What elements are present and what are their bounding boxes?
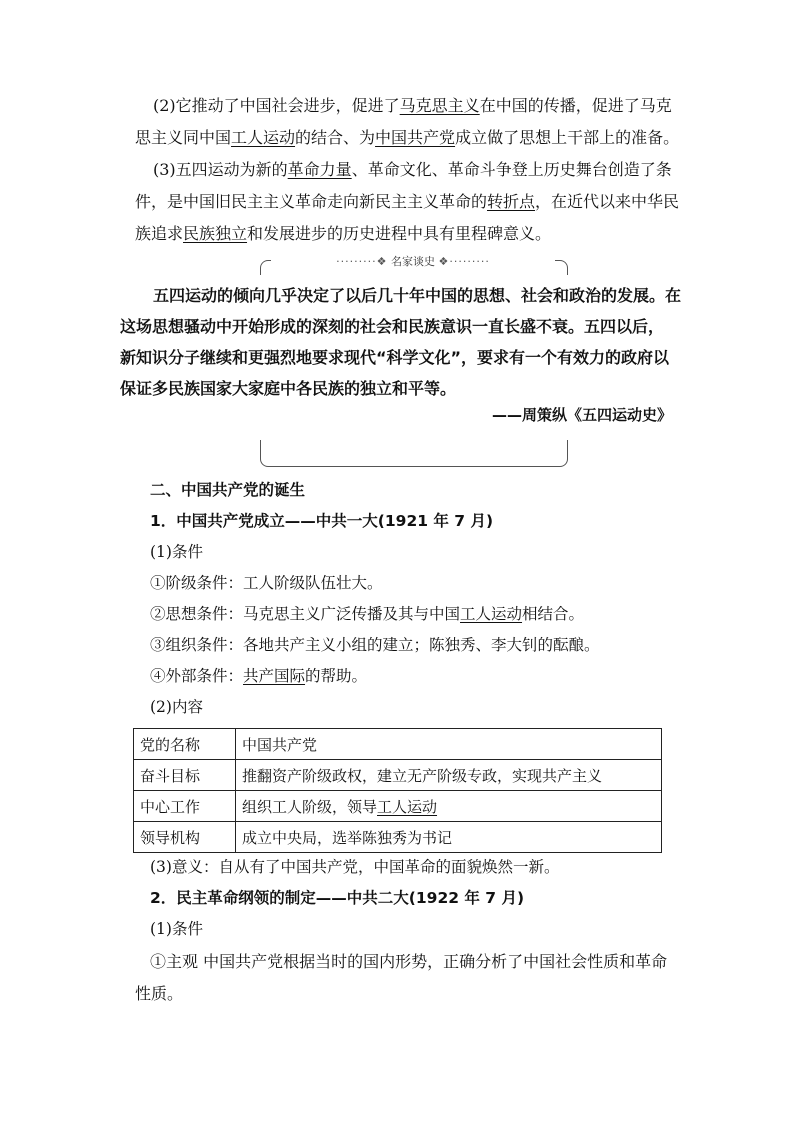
quote-line: 这场思想骚动中开始形成的深刻的社会和民族意识一直长盛不衰。五四以后， — [120, 317, 665, 336]
underlined-term: 转折点 — [487, 192, 536, 211]
text: 组织工人阶级，领导 — [242, 797, 378, 816]
meaning-line: (3)意义：自从有了中国共产党，中国革命的面貌焕然一新。 — [150, 858, 560, 876]
section-heading: 二、中国共产党的诞生 — [150, 481, 306, 499]
subsection-heading: 1．中国共产党成立——中共一大(1921 年 7 月) — [150, 512, 494, 530]
table-row — [134, 791, 662, 822]
text: 在中国的传播，促进了马克 — [479, 96, 672, 115]
party-info-table — [133, 728, 662, 853]
quote-attribution: ——周策纵《五四运动史》 — [491, 406, 672, 424]
conditions-label: (1)条件 — [150, 920, 203, 938]
text: (3)五四运动为新的 — [153, 160, 288, 179]
text: (2)它推动了中国社会进步，促进了 — [153, 96, 400, 115]
underlined-term: 工人运动 — [377, 797, 438, 816]
table-value: 推翻资产阶级政权，建立无产阶级专政，实现共产主义 — [236, 760, 662, 791]
underlined-term: 中国共产党 — [375, 128, 456, 147]
text: 、革命文化、革命斗争登上历史舞台创造了条 — [351, 160, 672, 179]
table-value — [236, 791, 662, 822]
table-key: 领导机构 — [134, 822, 236, 853]
condition-ideology — [150, 599, 584, 629]
underlined-term: 工人运动 — [231, 128, 296, 147]
paragraph-3 — [135, 154, 680, 250]
paragraph-2 — [135, 90, 680, 154]
dotted-divider-icon: ·········❖ — [336, 255, 388, 268]
box-title-text: 名家谈史 — [391, 255, 435, 268]
table-row — [134, 822, 662, 853]
text: 相结合。 — [522, 605, 585, 623]
text: 和发展进步的历史进程中具有里程碑意义。 — [247, 224, 552, 243]
text: ②思想条件：马克思主义广泛传播及其与中国 — [150, 605, 461, 623]
table-key: 奋斗目标 — [134, 760, 236, 791]
table-value: 中国共产党 — [236, 729, 662, 760]
text: 族追求 — [135, 224, 184, 243]
subsection-heading: 2．民主革命纲领的制定——中共二大(1922 年 7 月) — [150, 889, 525, 907]
quote-line: 保证多民族国家大家庭中各民族的独立和平等。 — [120, 379, 457, 398]
text: 思主义同中国 — [135, 128, 232, 147]
table-row — [134, 729, 662, 760]
quote-box-bottom-border — [260, 440, 568, 467]
underlined-term: 共产国际 — [243, 667, 306, 685]
quote-line: 新知识分子继续和更强烈地要求现代“科学文化”，要求有一个有效力的政府以 — [120, 348, 670, 367]
text: 成立做了思想上干部上的准备。 — [455, 128, 680, 147]
historian-quote — [120, 280, 682, 404]
underlined-term: 革命力量 — [287, 160, 352, 179]
content-label: (2)内容 — [150, 698, 203, 716]
underlined-term: 马克思主义 — [399, 96, 480, 115]
table-row — [134, 760, 662, 791]
conditions-label: (1)条件 — [150, 543, 203, 561]
quote-line: 五四运动的倾向几乎决定了以后几十年中国的思想、社会和政治的发展。在 — [153, 286, 682, 305]
underlined-term: 工人运动 — [460, 605, 523, 623]
condition-external — [150, 661, 367, 691]
underlined-term: 民族独立 — [183, 224, 248, 243]
text: 的帮助。 — [305, 667, 368, 685]
table-key: 中心工作 — [134, 791, 236, 822]
quote-box-title — [271, 254, 555, 270]
dotted-divider-icon: ❖········· — [438, 255, 490, 268]
condition-organization: ③组织条件：各地共产主义小组的建立；陈独秀、李大钊的酝酿。 — [150, 636, 600, 654]
text: ④外部条件： — [150, 667, 244, 685]
table-value: 成立中央局，选举陈独秀为书记 — [236, 822, 662, 853]
text: 件，是中国旧民主主义革命走向新民主主义革命的 — [135, 192, 488, 211]
text: ，在近代以来中华民 — [535, 192, 680, 211]
subjective-condition: ①主观 中国共产党根据当时的国内形势，正确分析了中国社会性质和革命 — [150, 952, 668, 971]
subjective-condition-cont: 性质。 — [135, 984, 184, 1003]
condition-class: ①阶级条件：工人阶级队伍壮大。 — [150, 574, 383, 592]
text: 的结合、为 — [295, 128, 376, 147]
table-key: 党的名称 — [134, 729, 236, 760]
